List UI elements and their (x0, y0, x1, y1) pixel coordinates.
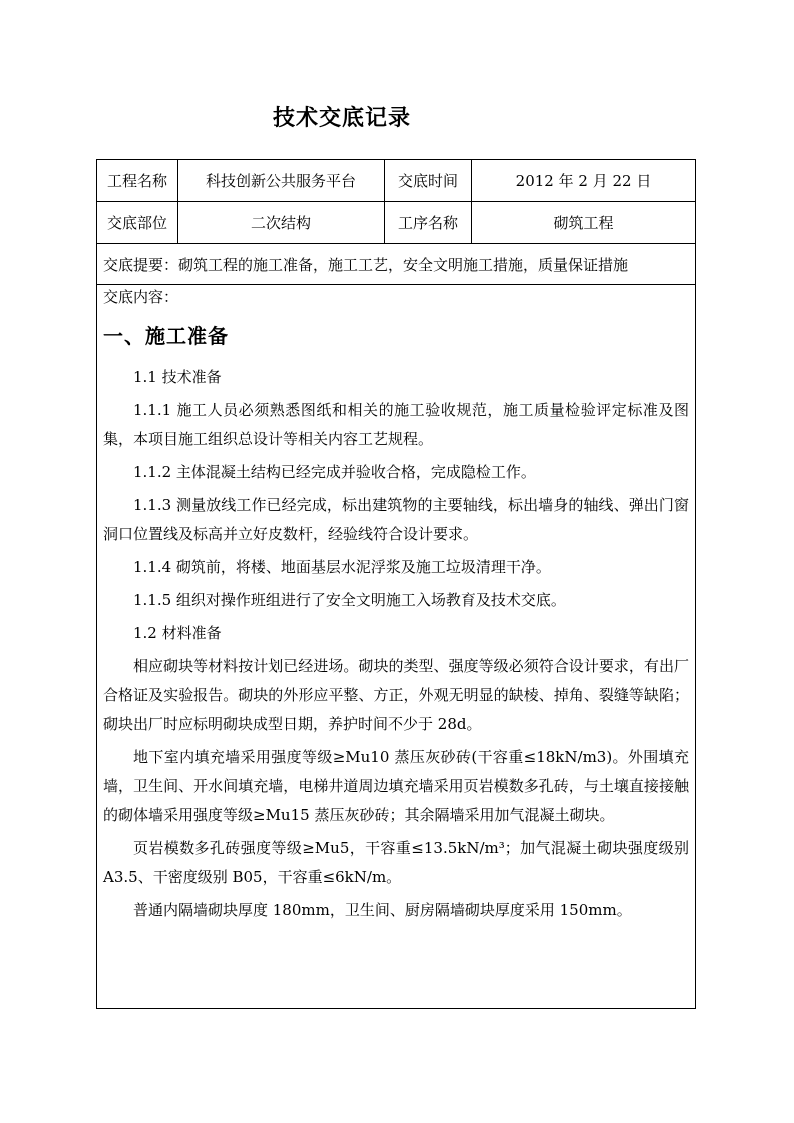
part-label: 交底部位 (106, 214, 167, 232)
project-name-label: 工程名称 (106, 172, 167, 190)
paragraph: 地下室内填充墙采用强度等级≥Mu10 蒸压灰砂砖(干容重≤18kN/m3)。外围填充墙，卫生间、开水间填充墙，电梯井道周边填充墙采用页岩模数多孔砖，与土壤直接接触的砌体墙采用强度等级≥Mu15 蒸压灰砂砖；其余隔墙采用加气混凝土砌块。 (103, 748, 689, 824)
paragraph: 1.1.1 施工人员必须熟悉图纸和相关的施工验收规范，施工质量检验评定标准及图集，本项目施工组织总设计等相关内容工艺规程。 (103, 401, 689, 448)
paragraph: 普通内隔墙砌块厚度 180mm，卫生间、厨房隔墙砌块厚度采用 150mm。 (133, 901, 632, 919)
paragraph: 1.1 技术准备 (133, 368, 222, 386)
time-label: 交底时间 (384, 160, 471, 201)
paragraph: 1.2 材料准备 (133, 624, 222, 642)
document-title: 技术交底记录 (272, 105, 411, 131)
project-name-value: 科技创新公共服务平台 (177, 160, 384, 201)
paragraph: 1.1.3 测量放线工作已经完成，标出建筑物的主要轴线，标出墙身的轴线、弹出门窗洞口位置线及标高并立好皮数杆，经验线符合设计要求。 (103, 496, 689, 543)
content-body (103, 320, 689, 925)
header-row-1 (97, 160, 695, 202)
paragraph: 1.1.4 砌筑前，将楼、地面基层水泥浮浆及施工垃圾清理干净。 (133, 558, 551, 576)
paragraph: 页岩模数多孔砖强度等级≥Mu5，干容重≤13.5kN/m³；加气混凝土砌块强度级别 A3.5、干密度级别 B05，干容重≤6kN/m。 (103, 839, 689, 886)
paragraph: 1.1.5 组织对操作班组进行了安全文明施工入场教育及技术交底。 (133, 591, 566, 609)
section-heading: 一、施工准备 (103, 324, 229, 348)
summary-text: 交底提要：砌筑工程的施工准备，施工工艺，安全文明施工措施，质量保证措施 (97, 244, 695, 285)
paragraph: 1.1.2 主体混凝土结构已经完成并验收合格，完成隐检工作。 (133, 463, 536, 481)
time-value: 2012 年 2 月 22 日 (471, 160, 695, 201)
header-row-2 (97, 202, 695, 244)
part-value: 二次结构 (177, 202, 384, 243)
process-value: 砌筑工程 (471, 202, 695, 243)
record-table (96, 159, 696, 1009)
paragraph: 相应砌块等材料按计划已经进场。砌块的类型、强度等级必须符合设计要求，有出厂合格证及实验报告。砌块的外形应平整、方正，外观无明显的缺棱、掉角、裂缝等缺陷；砌块出厂时应标明砌块成型日期，养护时间不少于 28d。 (103, 657, 689, 733)
content-label: 交底内容： (103, 288, 179, 306)
process-label: 工序名称 (384, 202, 471, 243)
